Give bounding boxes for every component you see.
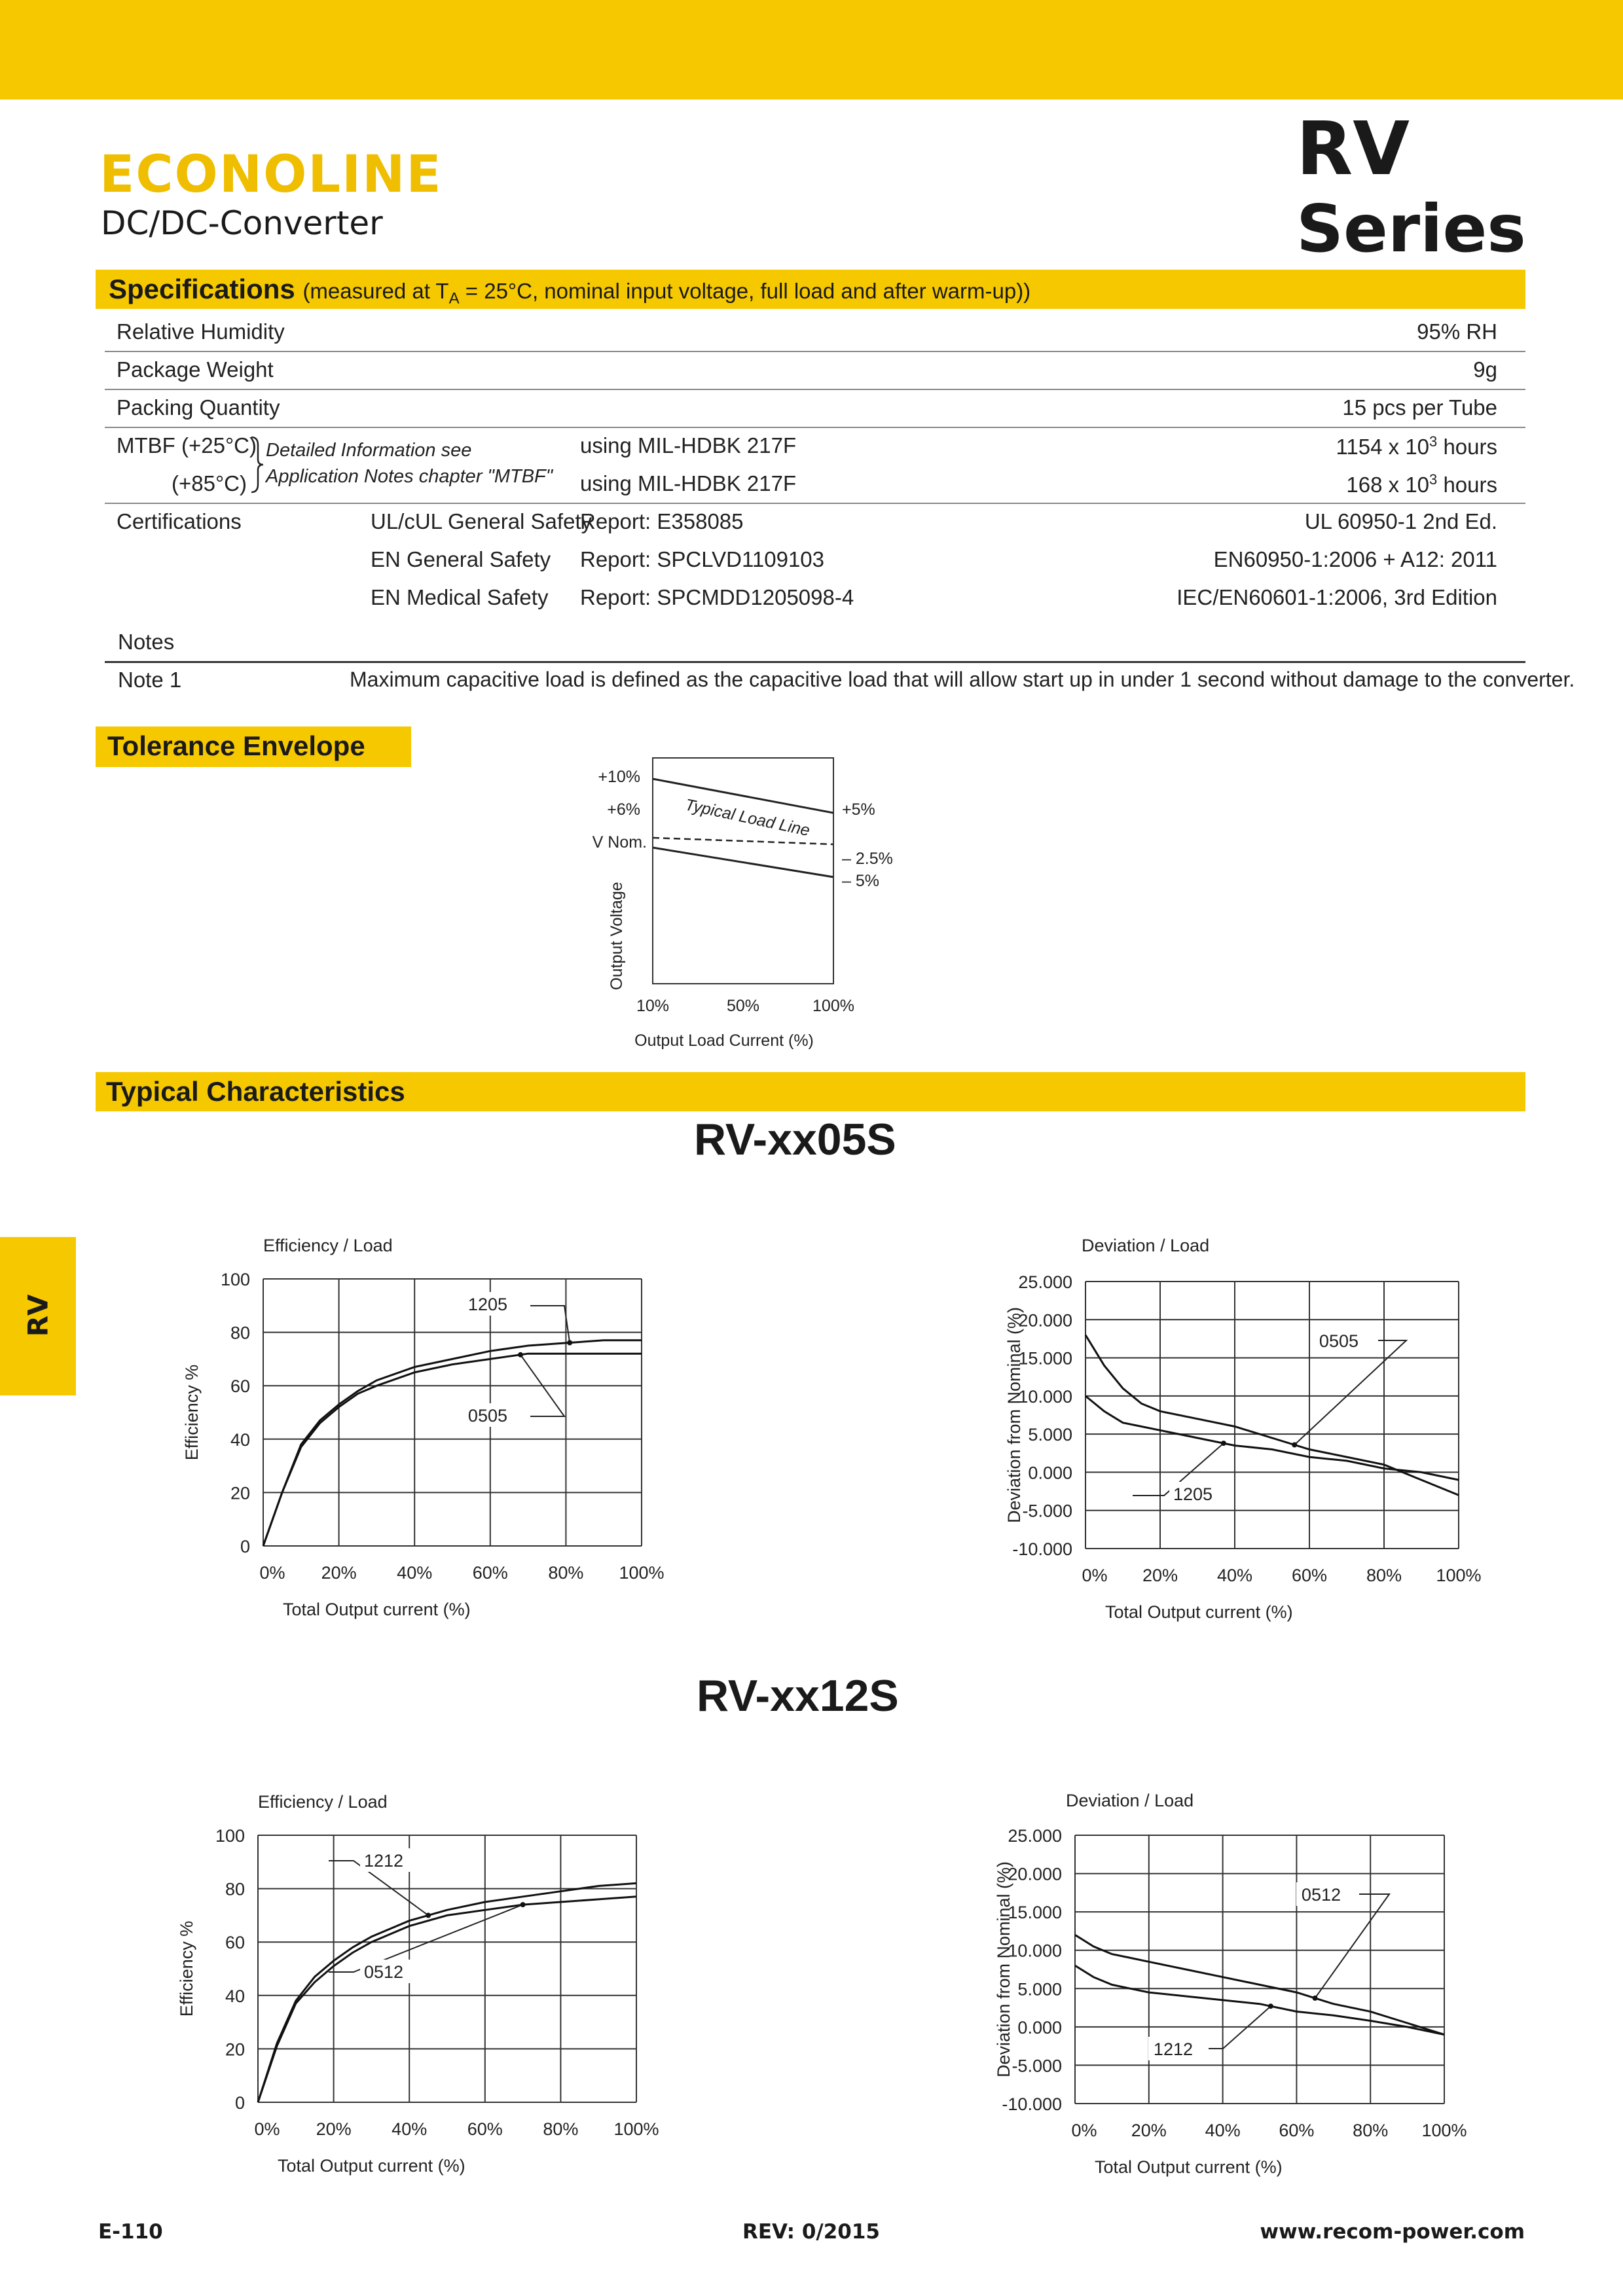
y-tick-label: 0 xyxy=(240,1537,250,1556)
callout-arrow-0505 xyxy=(518,1352,523,1357)
callout-arrow-1205 xyxy=(1221,1441,1226,1446)
y-tick-label: 5.000 xyxy=(1017,1979,1062,2000)
callout-line-0505 xyxy=(1294,1340,1406,1445)
group-title-xx05s: RV-xx05S xyxy=(694,1115,896,1164)
x-axis-label: Total Output current (%) xyxy=(1105,1602,1293,1622)
y-tick-label: 100 xyxy=(220,1270,250,1289)
x-tick-label: 80% xyxy=(1353,2121,1389,2140)
mtbf-method-25: using MIL-HDBK 217F xyxy=(580,433,797,457)
x-tick-label: 40% xyxy=(1205,2121,1241,2140)
notes-divider xyxy=(105,661,1525,663)
callout-line-0512 xyxy=(1315,1894,1389,1998)
efficiency-chart-xx12s xyxy=(152,1774,702,2193)
tol-right-minus5: – 5% xyxy=(842,872,879,890)
x-tick-label: 60% xyxy=(472,1563,508,1583)
chart-title: Deviation / Load xyxy=(1082,1236,1210,1255)
tol-ylabel: Output Voltage xyxy=(608,882,626,990)
tol-ylabel-6: +6% xyxy=(607,800,640,819)
series-label-1212: 1212 xyxy=(364,1851,404,1871)
side-tab-label: RV xyxy=(22,1294,54,1337)
certifications-label: Certifications xyxy=(117,509,242,533)
tol-ylabel-10: +10% xyxy=(598,768,640,786)
series-label-0512: 0512 xyxy=(364,1962,404,1982)
deviation-chart-xx05s xyxy=(956,1217,1519,1636)
y-tick-label: 10.000 xyxy=(1018,1386,1072,1407)
series-line-0512 xyxy=(258,1897,636,2102)
x-tick-label: 100% xyxy=(619,1563,665,1583)
tolerance-frame xyxy=(653,758,833,984)
y-tick-label: 5.000 xyxy=(1028,1425,1072,1445)
spec-value-packing: 15 pcs per Tube xyxy=(1342,395,1497,420)
typical-heading: Typical Characteristics xyxy=(106,1076,405,1107)
x-tick-label: 20% xyxy=(321,1563,357,1583)
cert-std-1: UL/cUL General Safety xyxy=(371,509,593,533)
mtbf-label-85: (+85°C) xyxy=(172,471,247,495)
series-title-line1: RV xyxy=(1296,107,1410,192)
y-tick-label: 25.000 xyxy=(1008,1826,1062,1846)
x-tick-label: 100% xyxy=(1421,2121,1467,2140)
row-divider xyxy=(105,351,1525,352)
chart-title: Efficiency / Load xyxy=(258,1792,388,1812)
y-tick-label: 20 xyxy=(230,1483,250,1503)
tol-right-5: +5% xyxy=(842,800,875,819)
x-axis-label: Total Output current (%) xyxy=(1095,2157,1283,2177)
tolerance-lower-line xyxy=(653,848,833,877)
spec-label-packing: Packing Quantity xyxy=(117,395,280,420)
x-axis-label: Total Output current (%) xyxy=(278,2156,465,2176)
tol-xtick-10: 10% xyxy=(636,997,670,1015)
x-tick-label: 20% xyxy=(1131,2121,1167,2140)
specifications-heading xyxy=(109,274,1030,308)
x-tick-label: 0% xyxy=(1082,1566,1108,1585)
tol-xlabel: Output Load Current (%) xyxy=(634,1031,814,1050)
x-axis-label: Total Output current (%) xyxy=(283,1600,471,1619)
y-tick-label: 20 xyxy=(225,2039,245,2060)
x-tick-label: 40% xyxy=(397,1563,433,1583)
x-tick-label: 0% xyxy=(259,1563,285,1583)
y-tick-label: 20.000 xyxy=(1018,1310,1072,1331)
row-divider xyxy=(105,427,1525,428)
row-divider xyxy=(105,389,1525,390)
series-line-0505 xyxy=(263,1354,642,1546)
group-title-xx12s: RV-xx12S xyxy=(697,1671,899,1721)
cert-report-3: Report: SPCMDD1205098-4 xyxy=(580,585,854,609)
y-tick-label: 60 xyxy=(225,1933,245,1953)
tol-xtick-50: 50% xyxy=(726,997,760,1015)
y-tick-label: 40 xyxy=(225,1986,245,2006)
callout-arrow-1205 xyxy=(567,1340,572,1346)
mtbf-method-85: using MIL-HDBK 217F xyxy=(580,471,797,495)
specifications-subtitle: (measured at $T_A = 25^\circ C$, nominal input voltage, full load and after warm-up)) xyxy=(302,279,1031,308)
y-axis-label: Deviation from Nominal (%) xyxy=(1004,1306,1024,1524)
footer-website[interactable]: www.recom-power.com xyxy=(1260,2220,1525,2244)
y-tick-label: 15.000 xyxy=(1018,1348,1072,1369)
brand-subtitle: DC/DC-Converter xyxy=(101,204,383,242)
cert-std-3: EN Medical Safety xyxy=(371,585,549,609)
x-tick-label: 40% xyxy=(1216,1566,1253,1585)
spec-value-humidity: 95% RH xyxy=(1417,319,1497,344)
mtbf-note-line1: Detailed Information see xyxy=(266,440,472,461)
x-tick-label: 0% xyxy=(1071,2121,1097,2140)
callout-arrow-0505 xyxy=(1292,1443,1297,1448)
series-line-1205 xyxy=(263,1340,642,1546)
note1-text: Maximum capacitive load is defined as the capacitive load that will allow start up in under 1 second without damage to the converter. xyxy=(350,668,1575,691)
note1-label: Note 1 xyxy=(118,668,182,692)
x-tick-label: 20% xyxy=(316,2119,352,2139)
mtbf-value-25: 1154 x $10^3$ hours xyxy=(1336,433,1497,459)
tol-line-label: Typical Load Line xyxy=(683,795,812,840)
series-line-1212 xyxy=(1075,1965,1444,2035)
tolerance-heading: Tolerance Envelope xyxy=(107,730,365,761)
y-axis-label: Efficiency % xyxy=(182,1364,202,1461)
mtbf-brace-icon xyxy=(250,435,266,495)
mtbf-note-line2: Application Notes chapter "MTBF" xyxy=(266,466,553,487)
y-tick-label: 0 xyxy=(234,2093,245,2113)
y-tick-label: 100 xyxy=(215,1826,245,1846)
tol-right-25: – 2.5% xyxy=(842,850,893,868)
spec-label-weight: Package Weight xyxy=(117,357,274,382)
x-tick-label: 80% xyxy=(548,1563,584,1583)
x-tick-label: 80% xyxy=(1366,1566,1402,1585)
series-label-0505: 0505 xyxy=(1319,1331,1359,1351)
y-tick-label: 40 xyxy=(230,1429,250,1450)
x-tick-label: 60% xyxy=(467,2119,503,2139)
series-label-1205: 1205 xyxy=(1173,1484,1213,1504)
top-band xyxy=(0,0,1623,99)
deviation-chart-xx12s xyxy=(940,1772,1516,2191)
row-divider xyxy=(105,503,1525,504)
callout-arrow-1212 xyxy=(1268,2003,1273,2009)
footer-page-number: E-110 xyxy=(98,2220,163,2244)
mtbf-value-85: 168 x $10^3$ hours xyxy=(1346,471,1497,497)
y-tick-label: 60 xyxy=(230,1376,250,1397)
x-tick-label: 100% xyxy=(613,2119,659,2139)
cert-value-1: UL 60950-1 2nd Ed. xyxy=(1304,509,1497,533)
tol-xtick-100: 100% xyxy=(812,997,854,1015)
y-tick-label: -5.000 xyxy=(1012,2056,1062,2076)
mtbf-label-25: MTBF (+25°C) xyxy=(117,433,257,457)
x-tick-label: 40% xyxy=(392,2119,428,2139)
cert-report-2: Report: SPCLVD1109103 xyxy=(580,547,825,571)
chart-title: Deviation / Load xyxy=(1066,1791,1194,1810)
cert-value-3: IEC/EN60601-1:2006, 3rd Edition xyxy=(1176,585,1497,609)
y-tick-label: 15.000 xyxy=(1008,1903,1062,1923)
callout-arrow-0512 xyxy=(1313,1996,1318,2001)
y-tick-label: 25.000 xyxy=(1018,1272,1072,1292)
x-tick-label: 60% xyxy=(1279,2121,1315,2140)
tolerance-envelope-diagram xyxy=(576,753,917,1054)
y-axis-label: Efficiency % xyxy=(177,1920,196,2017)
y-tick-label: 0.000 xyxy=(1028,1463,1072,1483)
y-tick-label: -5.000 xyxy=(1022,1501,1072,1521)
y-tick-label: 10.000 xyxy=(1008,1941,1062,1961)
specifications-title: Specifications xyxy=(109,274,295,304)
x-tick-label: 100% xyxy=(1436,1566,1482,1585)
series-label-1212: 1212 xyxy=(1153,2039,1193,2059)
callout-line-1205 xyxy=(530,1306,570,1343)
series-label-1205: 1205 xyxy=(467,1295,507,1314)
callout-arrow-1212 xyxy=(426,1912,431,1918)
y-tick-label: -10.000 xyxy=(1002,2094,1062,2114)
series-label-0505: 0505 xyxy=(467,1406,507,1426)
series-title-line2: Series xyxy=(1296,190,1526,267)
brand-name: ECONOLINE xyxy=(100,145,443,204)
y-tick-label: -10.000 xyxy=(1012,1539,1072,1559)
y-tick-label: 0.000 xyxy=(1017,2017,1062,2037)
x-tick-label: 80% xyxy=(543,2119,579,2139)
y-tick-label: 80 xyxy=(225,1879,245,1899)
spec-value-weight: 9g xyxy=(1473,357,1497,382)
chart-title: Efficiency / Load xyxy=(263,1236,393,1255)
callout-arrow-0512 xyxy=(520,1902,526,1907)
y-tick-label: 80 xyxy=(230,1323,250,1343)
x-tick-label: 60% xyxy=(1291,1566,1328,1585)
cert-report-1: Report: E358085 xyxy=(580,509,744,533)
tol-ylabel-nom: V Nom. xyxy=(592,833,647,852)
spec-label-humidity: Relative Humidity xyxy=(117,319,285,344)
x-tick-label: 20% xyxy=(1142,1566,1178,1585)
y-axis-label: Deviation from Nominal (%) xyxy=(994,1861,1013,2078)
series-label-0512: 0512 xyxy=(1301,1885,1341,1905)
y-tick-label: 20.000 xyxy=(1008,1864,1062,1884)
efficiency-chart-xx05s xyxy=(157,1217,707,1636)
footer-revision: REV: 0/2015 xyxy=(742,2220,881,2244)
x-tick-label: 0% xyxy=(254,2119,280,2139)
cert-std-2: EN General Safety xyxy=(371,547,551,571)
notes-label: Notes xyxy=(118,630,175,654)
cert-value-2: EN60950-1:2006 + A12: 2011 xyxy=(1213,547,1497,571)
